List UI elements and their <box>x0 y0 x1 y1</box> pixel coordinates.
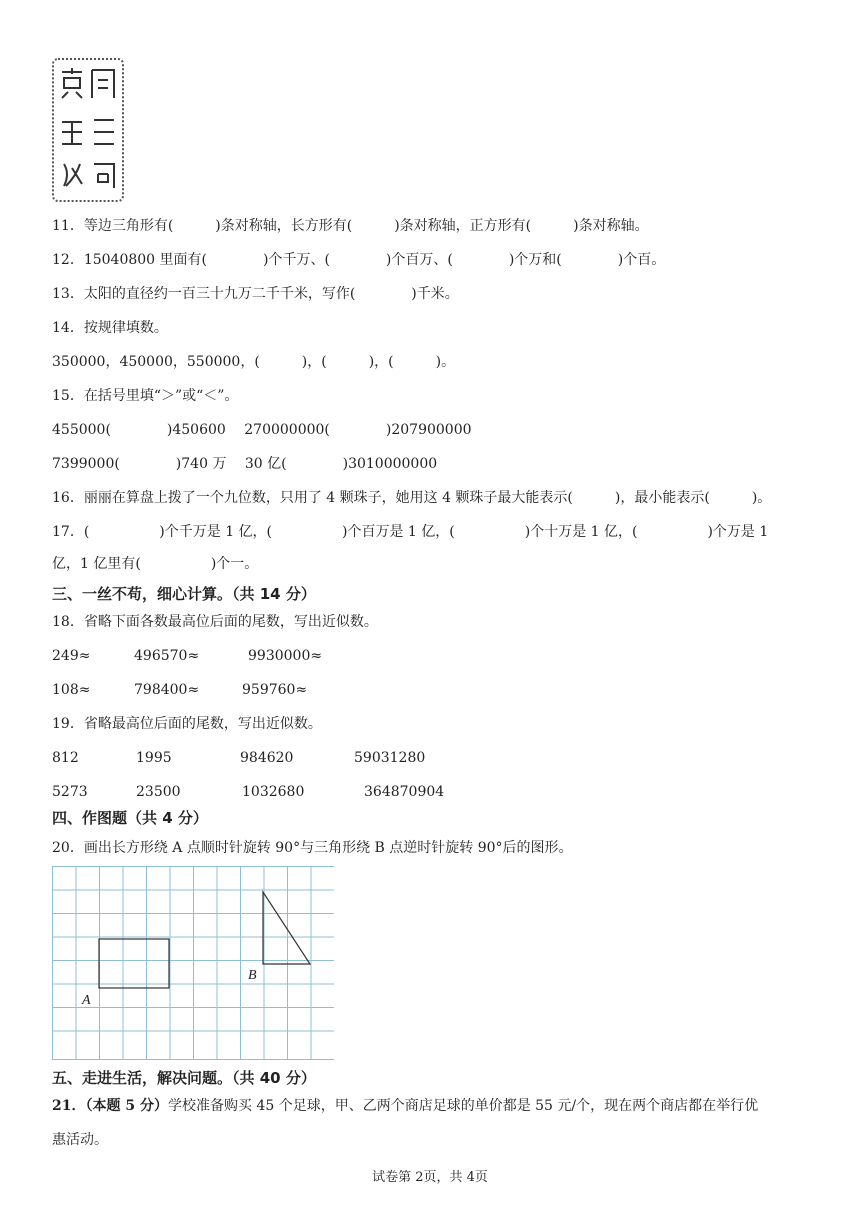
question-19-item: 23500 <box>136 784 181 800</box>
section-4-heading: 四、作图题（共 4 分） <box>52 809 208 827</box>
question-18-item: 9930000≈ <box>248 648 323 664</box>
point-b-label: B <box>248 968 257 983</box>
question-19-item: 364870904 <box>364 784 445 800</box>
question-21 <box>52 1096 758 1116</box>
question-17: 17．( )个千万是 1 亿，( )个百万是 1 亿，( )个十万是 1 亿，( )个万是 1 <box>52 524 769 540</box>
section-5-heading: 五、走进生活，解决问题。（共 40 分） <box>52 1069 316 1087</box>
question-19: 19．省略最高位后面的尾数，写出近似数。 <box>52 716 322 732</box>
question-19-item: 812 <box>52 750 79 766</box>
question-15-row-b: 7399000( )740 万 30 亿( )3010000000 <box>52 456 438 472</box>
question-19-item: 5273 <box>52 784 88 800</box>
question-21-cont: 惠活动。 <box>52 1132 108 1148</box>
seal-glyphs <box>54 60 122 200</box>
question-17-cont: 亿，1 亿里有( )个一。 <box>52 556 259 572</box>
question-19-item: 59031280 <box>354 750 426 766</box>
question-12: 12．15040800 里面有( )个千万、( )个百万、( )个万和( )个百。 <box>52 252 666 268</box>
question-18-item: 496570≈ <box>134 648 200 664</box>
triangle-shape <box>263 892 310 964</box>
question-18-item: 249≈ <box>52 648 91 664</box>
rotation-grid <box>52 866 334 1060</box>
question-19-item: 1032680 <box>242 784 305 800</box>
question-18-item: 959760≈ <box>242 682 308 698</box>
question-16: 16．丽丽在算盘上拨了一个九位数，只用了 4 颗珠子，她用这 4 颗珠子最大能表示( )，最小能表示( )。 <box>52 490 772 506</box>
grid-lines <box>52 866 334 1060</box>
question-18-item: 798400≈ <box>134 682 200 698</box>
question-15: 15．在括号里填“＞”或“＜”。 <box>52 388 239 404</box>
question-13: 13．太阳的直径约一百三十九万二千千米，写作( )千米。 <box>52 286 459 302</box>
question-21-body: 学校准备购买 45 个足球，甲、乙两个商店足球的单价都是 55 元/个，现在两个商店都在举行优 <box>167 1098 759 1114</box>
question-11: 11．等边三角形有( )条对称轴，长方形有( )条对称轴，正方形有( )条对称轴。 <box>52 218 649 234</box>
question-14-sequence: 350000，450000，550000，( )，( )，( )。 <box>52 354 456 370</box>
question-14: 14．按规律填数。 <box>52 320 168 336</box>
page-footer: 试卷第 2页，共 4页 <box>372 1170 488 1185</box>
question-18: 18．省略下面各数最高位后面的尾数，写出近似数。 <box>52 614 378 630</box>
point-a-label: A <box>82 993 91 1008</box>
question-19-item: 984620 <box>240 750 294 766</box>
section-3-heading: 三、一丝不苟，细心计算。（共 14 分） <box>52 585 316 603</box>
question-18-item: 108≈ <box>52 682 91 698</box>
seal-stamp <box>52 58 124 202</box>
question-15-row-a: 455000( )450600 270000000( )207900000 <box>52 422 472 438</box>
rectangle-shape <box>99 939 169 988</box>
question-20: 20．画出长方形绕 A 点顺时针旋转 90°与三角形绕 B 点逆时针旋转 90°后的图形。 <box>52 840 573 856</box>
question-19-item: 1995 <box>136 750 172 766</box>
question-21-head: 21．（本题 5 分） <box>52 1098 168 1114</box>
